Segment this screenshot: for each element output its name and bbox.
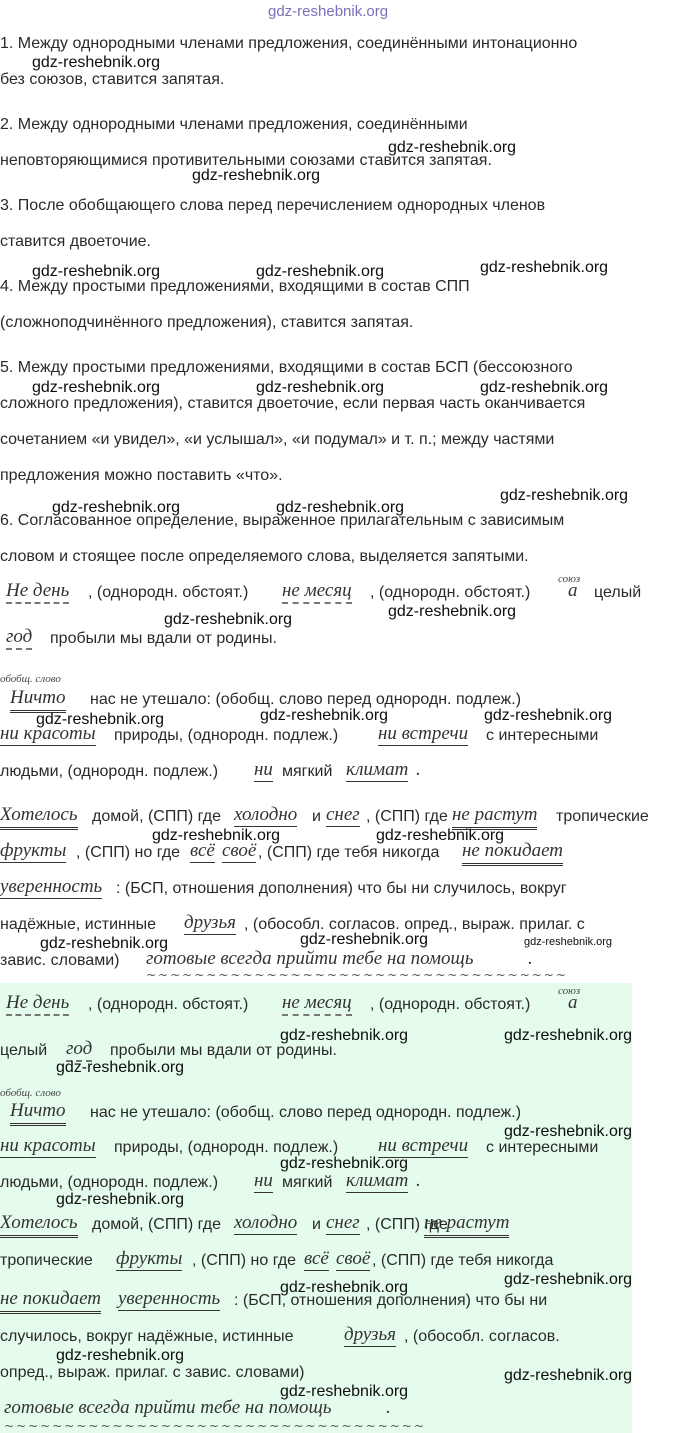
word-klimat: климат [346, 1170, 409, 1191]
word-ne-pokidaet: не покидает [462, 840, 563, 866]
word-frukty: фрукты [0, 840, 67, 861]
note-obstoyat-1: , (однородн. обстоят.) [88, 584, 249, 601]
word-nichto: Ничто [10, 687, 66, 713]
label-obobshch-slovo: обобщ. слово [0, 1087, 61, 1099]
watermark: gdz-reshebnik.org [524, 936, 613, 948]
text-spp-gde: , (СПП) где [366, 808, 448, 825]
word-ne-den: Не день [6, 580, 69, 604]
note-obstoyat-1: , (однородн. обстоят.) [88, 996, 249, 1013]
text-s-interesnymi: с интересными [486, 727, 599, 744]
text-s-interesnymi: с интересными [486, 1139, 599, 1156]
rule-1-line-2: без союзов, ставится запятая. [0, 71, 225, 88]
rule-5-line-4: предложения можно поставить «что». [0, 467, 283, 484]
word-uverennost: уверенность [118, 1288, 221, 1309]
text-tselyi: целый [594, 584, 642, 601]
word-ne-rastut: не растут [424, 1212, 509, 1238]
word-a: а [568, 992, 578, 1013]
watermark: gdz-reshebnik.org [52, 499, 181, 516]
label-soyuz: союз [558, 573, 581, 585]
word-klimat: климат [346, 759, 409, 780]
note-obstoyat-2: , (однородн. обстоят.) [370, 584, 531, 601]
watermark: gdz-reshebnik.org [500, 487, 629, 504]
text-final-dot: . [528, 948, 533, 969]
word-vse: всё [190, 840, 215, 861]
watermark: gdz-reshebnik.org [376, 827, 505, 844]
text-tselyi: целый [0, 1042, 48, 1059]
watermark: gdz-reshebnik.org [504, 1367, 633, 1384]
rule-5-line-2: сложного предложения), ставится двоеточие, если первая часть оканчивается [0, 395, 586, 412]
word-holodno: холодно [234, 1212, 298, 1233]
word-vse: всё [304, 1248, 329, 1269]
phrase-gotovye: готовые всегда прийти тебе на помощь [4, 1397, 332, 1418]
watermark: gdz-reshebnik.org [480, 379, 609, 396]
text-i: и [312, 1216, 321, 1233]
watermark: gdz-reshebnik.org [192, 167, 321, 184]
word-hotelos: Хотелось [0, 1212, 78, 1238]
rule-2-line-2: неповторяющимися противительными союзами ставится запятая. [0, 152, 492, 169]
watermark: gdz-reshebnik.org [256, 379, 385, 396]
word-ni: ни [254, 759, 273, 780]
text-tropicheskie: тропические [0, 1252, 93, 1269]
word-svoe: своё [222, 840, 257, 861]
rule-4-line-2: (сложноподчинённого предложения), ставится запятая. [0, 314, 414, 331]
text-i: и [312, 808, 321, 825]
word-god: год [6, 626, 32, 650]
watermark: gdz-reshebnik.org [504, 1027, 633, 1044]
wavy-underline: ~~~~~~~~~~~~~~~~~~~~~~~~~~~~~~~~~~~ [146, 968, 568, 982]
text-nas-ne-uteshalo: нас не утешало: (обобщ. слово перед однородн. подлеж.) [90, 1104, 522, 1121]
text-myagkiy: мягкий [282, 1174, 333, 1191]
word-nichto: Ничто [10, 1100, 66, 1126]
word-ni-krasoty: ни красоты [0, 1135, 96, 1156]
text-final-dot: . [386, 1397, 391, 1418]
word-druzya: друзья [184, 912, 236, 933]
watermark: gdz-reshebnik.org [152, 827, 281, 844]
word-ni-vstrechi: ни встречи [378, 1135, 469, 1156]
text-myagkiy: мягкий [282, 763, 333, 780]
word-ni-vstrechi: ни встречи [378, 723, 469, 744]
rule-4-line-1: 4. Между простыми предложениями, входящими в состав СПП [0, 278, 470, 295]
word-ne-mesyats: не месяц [282, 992, 352, 1016]
text-prirody: природы, (однородн. подлеж.) [114, 727, 339, 744]
watermark: gdz-reshebnik.org [300, 931, 429, 948]
text-opred: опред., выраж. прилаг. с завис. словами) [0, 1364, 305, 1381]
text-spp-gde-tebya: , (СПП) где тебя никогда [258, 844, 440, 861]
text-tropicheskie: тропические [556, 808, 649, 825]
watermark: gdz-reshebnik.org [388, 603, 517, 620]
watermark: gdz-reshebnik.org [56, 1059, 185, 1076]
watermark: gdz-reshebnik.org [280, 1155, 409, 1172]
watermark-top: gdz-reshebnik.org [268, 3, 389, 20]
label-obobshch-slovo: обобщ. слово [0, 673, 61, 685]
word-sneg: снег [326, 1212, 360, 1233]
word-svoe: своё [336, 1248, 371, 1269]
watermark: gdz-reshebnik.org [480, 259, 609, 276]
text-obosobl: , (обособл. согласов. [404, 1328, 560, 1345]
watermark: gdz-reshebnik.org [280, 1027, 409, 1044]
word-ne-mesyats: не месяц [282, 580, 352, 604]
watermark: gdz-reshebnik.org [276, 499, 405, 516]
watermark: gdz-reshebnik.org [164, 611, 293, 628]
text-domoy: домой, (СПП) где [92, 1216, 221, 1233]
word-frukty: фрукты [116, 1248, 183, 1269]
word-sneg: снег [326, 804, 360, 825]
text-probyli: пробыли мы вдали от родины. [110, 1042, 337, 1059]
phrase-gotovye: готовые всегда прийти тебе на помощь [146, 948, 474, 969]
watermark: gdz-reshebnik.org [388, 139, 517, 156]
text-nas-ne-uteshalo: нас не утешало: (обобщ. слово перед однородн. подлеж.) [90, 691, 522, 708]
watermark: gdz-reshebnik.org [504, 1123, 633, 1140]
note-obstoyat-2: , (однородн. обстоят.) [370, 996, 531, 1013]
text-bsp: : (БСП, отношения дополнения) что бы ни случилось, вокруг [116, 880, 567, 897]
rule-5-line-3: сочетанием «и увидел», «и услышал», «и подумал» и т. п.; между частями [0, 431, 555, 448]
text-sluchilos: случилось, вокруг надёжные, истинные [0, 1328, 294, 1345]
text-lyudmi: людьми, (однородн. подлеж.) [0, 763, 219, 780]
watermark: gdz-reshebnik.org [280, 1383, 409, 1400]
watermark: gdz-reshebnik.org [484, 707, 613, 724]
word-ne-pokidaet: не покидает [0, 1288, 101, 1314]
text-spp-gde: , (СПП) где [366, 1216, 448, 1233]
word-hotelos: Хотелось [0, 804, 78, 830]
rule-1-line-1: 1. Между однородными членами предложения, соединёнными интонационно [0, 35, 578, 52]
rule-2-line-1: 2. Между однородными членами предложения, соединёнными [0, 116, 468, 133]
word-uverennost: уверенность [0, 876, 103, 897]
rule-3-line-1: 3. После обобщающего слова перед перечислением однородных членов [0, 197, 546, 214]
word-holodno: холодно [234, 804, 298, 825]
word-ni-krasoty: ни красоты [0, 723, 96, 744]
text-dot: . [416, 1170, 421, 1191]
text-nadezhnye: надёжные, истинные [0, 916, 157, 933]
rule-5-line-1: 5. Между простыми предложениями, входящими в состав БСП (бессоюзного [0, 359, 573, 376]
text-obosobl: , (обособл. согласов. опред., выраж. прилаг. с [244, 916, 585, 933]
wavy-underline: ~~~~~~~~~~~~~~~~~~~~~~~~~~~~~~~~~~~ [4, 1419, 426, 1433]
watermark: gdz-reshebnik.org [40, 935, 169, 952]
word-a: а [568, 580, 578, 601]
watermark: gdz-reshebnik.org [56, 1191, 185, 1208]
rule-3-line-2: ставится двоеточие. [0, 233, 151, 250]
watermark: gdz-reshebnik.org [256, 263, 385, 280]
word-druzya: друзья [344, 1324, 396, 1345]
rule-6-line-2: словом и стоящее после определяемого слова, выделяется запятыми. [0, 548, 529, 565]
watermark: gdz-reshebnik.org [504, 1271, 633, 1288]
word-ni: ни [254, 1170, 273, 1191]
rule-6-line-1: 6. Согласованное определение, выраженное прилагательным с зависимым [0, 512, 565, 529]
text-probyli: пробыли мы вдали от родины. [50, 630, 277, 647]
watermark: gdz-reshebnik.org [32, 263, 161, 280]
text-dot: . [416, 759, 421, 780]
text-spp-no-gde: , (СПП) но где [192, 1252, 297, 1269]
text-lyudmi: людьми, (однородн. подлеж.) [0, 1174, 219, 1191]
watermark: gdz-reshebnik.org [280, 1279, 409, 1296]
watermark: gdz-reshebnik.org [32, 54, 161, 71]
watermark: gdz-reshebnik.org [260, 707, 389, 724]
text-zavis-slovami: завис. словами) [0, 952, 120, 969]
text-prirody: природы, (однородн. подлеж.) [114, 1139, 339, 1156]
watermark: gdz-reshebnik.org [32, 379, 161, 396]
label-soyuz: союз [558, 985, 581, 997]
text-bsp: : (БСП, отношения дополнения) что бы ни [234, 1292, 548, 1309]
watermark: gdz-reshebnik.org [56, 1347, 185, 1364]
word-ne-rastut: не растут [452, 804, 537, 830]
watermark: gdz-reshebnik.org [36, 711, 165, 728]
word-god: год [66, 1038, 92, 1062]
text-spp-gde-tebya: , (СПП) где тебя никогда [372, 1252, 554, 1269]
text-spp-no-gde: , (СПП) но где [76, 844, 181, 861]
word-ne-den: Не день [6, 992, 69, 1016]
text-domoy: домой, (СПП) где [92, 808, 221, 825]
